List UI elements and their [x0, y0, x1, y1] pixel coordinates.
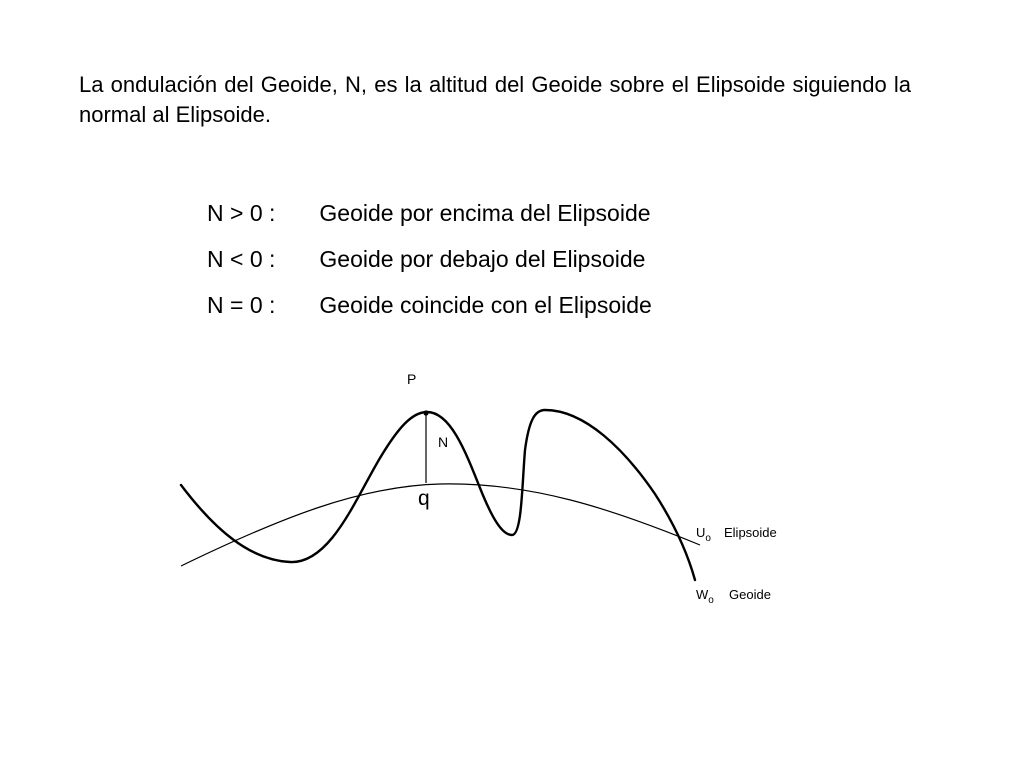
ellipsoid-symbol: U [696, 525, 706, 540]
condition-description: Geoide coincide con el Elipsoide [319, 292, 652, 318]
geoid-symbol: W [696, 587, 709, 602]
ellipsoid-name: Elipsoide [724, 525, 777, 540]
geoid-name: Geoide [729, 587, 771, 602]
condition-description: Geoide por encima del Elipsoide [319, 200, 651, 226]
undulation-label: N [438, 434, 449, 450]
condition-description: Geoide por debajo del Elipsoide [319, 246, 646, 272]
point-q-label: q [418, 487, 430, 510]
point-p-marker [423, 410, 428, 415]
condition-expression: N = 0 : [207, 292, 276, 318]
geoid-label [696, 587, 771, 606]
condition-expression: N > 0 : [207, 200, 276, 226]
point-p-label: P [407, 371, 417, 387]
geoid-subscript: o [708, 595, 714, 606]
condition-expression: N < 0 : [207, 246, 276, 272]
ellipsoid-subscript: o [705, 533, 711, 544]
ellipsoid-label [696, 525, 777, 544]
intro-paragraph: La ondulación del Geoide, N, es la altitud del Geoide sobre el Elipsoide siguiendo la normal al Elipsoide. [79, 72, 911, 127]
